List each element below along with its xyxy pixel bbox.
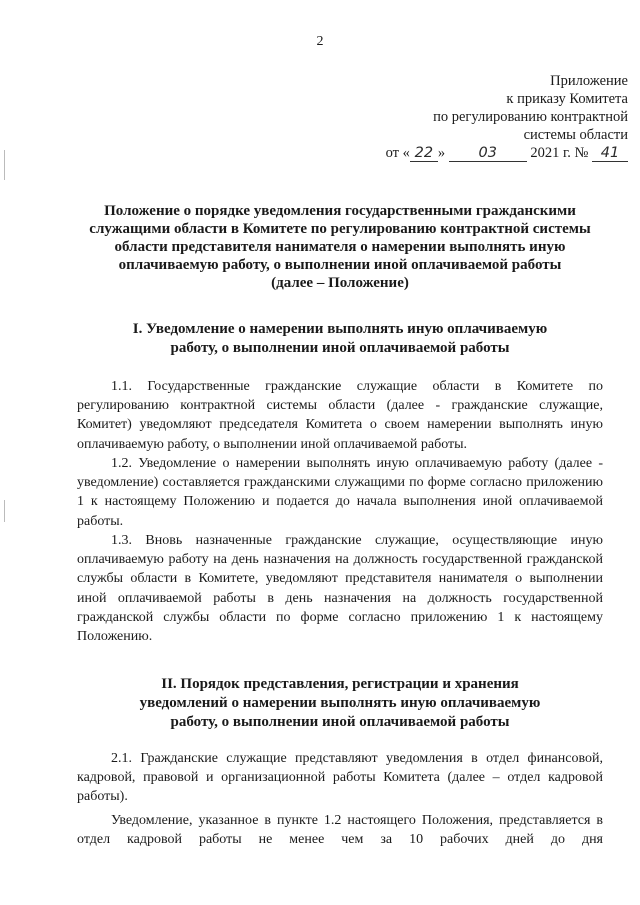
section-1-heading [60,320,620,358]
paragraph-2-1: 2.1. Гражданские служащие представляют уведомления в отдел финансовой, кадровой, правовой и организационной работы Комитета (далее – отдел кадровой работы). [77,751,603,805]
heading-line: работу, о выполнении иной оплачиваемой работы [170,714,510,730]
approval-line: к приказу Комитета [506,91,628,107]
title-line: служащими области в Комитете по регулированию контрактной системы [89,221,591,237]
paragraph-1-2: 1.2. Уведомление о намерении выполнять иную оплачиваемую работу (далее - уведомление) составляется гражданскими служащими по форме согласно приложению 1 к настоящему Положению и подается до начала выполнения иной оплачиваемой работы. [77,456,603,529]
margin-scan-mark [4,500,5,522]
section-2-heading [60,675,620,732]
year-text: 2021 г. № [530,145,589,161]
title-line: оплачиваемую работу, о выполнении иной оплачиваемой работы [118,257,562,273]
approval-date-line [328,144,628,162]
title-line: Положение о порядке уведомления государственными гражданскими [104,203,576,219]
margin-scan-mark [4,150,5,180]
document-title [60,202,620,292]
paragraph-1-1: 1.1. Государственные гражданские служащие области в Комитете по регулированию контрактной системы области (далее - гражданские служащие, Комитет) уведомляют председателя Комитета о своем намерении выполнять иную оплачиваемую работу, о выполнении иной оплачиваемой работы. [77,379,603,452]
date-mid: » [437,145,446,161]
paragraph-2-1-continued: Уведомление, указанное в пункте 1.2 настоящего Положения, представляется в отдел кадровой работы не менее чем за 10 рабочих дней до дня [77,813,603,848]
approval-line: Приложение [550,73,628,89]
heading-line: I. Уведомление о намерении выполнять иную оплачиваемую [132,321,548,337]
handwritten-order-number: 41 [592,145,628,162]
heading-line: уведомлений о намерении выполнять иную оплачиваемую [139,695,541,711]
handwritten-month: 03 [449,145,527,162]
approval-line: системы области [523,127,628,143]
title-line: области представителя нанимателя о намерении выполнять иную [114,239,566,255]
heading-line: работу, о выполнении иной оплачиваемой работы [170,340,510,356]
paragraph-1-3: 1.3. Вновь назначенные гражданские служащие, осуществляющие иную оплачиваемую работу на день назначения на должность государственной гражданской службы области в Комитете, уведомляют представителя нанимателя о выполнении иной оплачиваемой работы в день назначения на должность государственной гражданской службы области по форме согласно приложению 1 к настоящему Положению. [77,533,603,645]
date-prefix: от « [385,145,410,161]
approval-block [328,72,628,162]
approval-line: по регулированию контрактной [433,109,628,125]
heading-line: II. Порядок представления, регистрации и хранения [161,676,519,692]
page-number: 2 [316,34,324,49]
handwritten-day: 22 [410,145,438,162]
title-line: (далее – Положение) [271,275,409,291]
